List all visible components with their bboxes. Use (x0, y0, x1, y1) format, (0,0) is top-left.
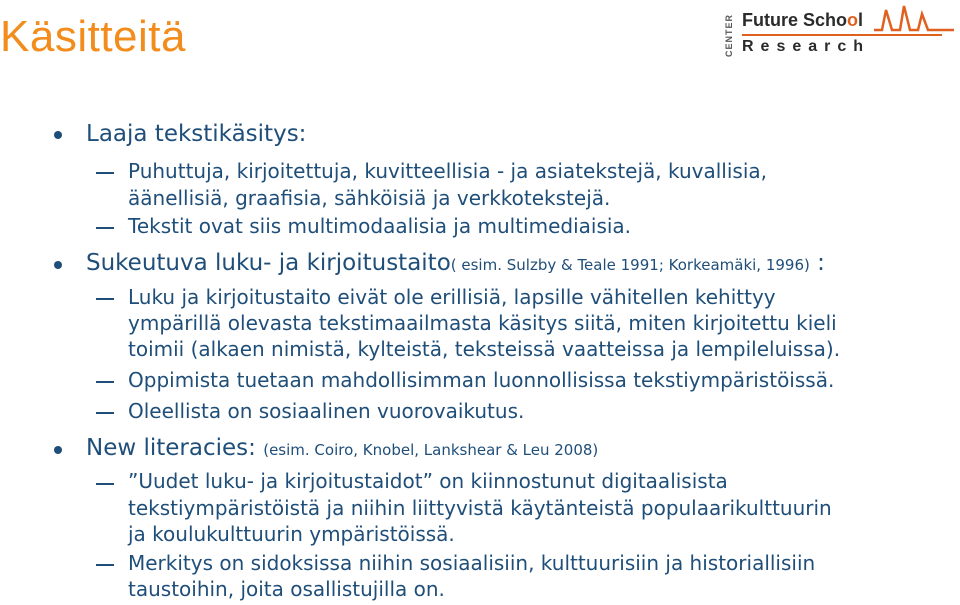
bullet-dot (54, 261, 62, 269)
bullet-dot (54, 446, 62, 454)
dash-marker (96, 227, 114, 229)
sub-item-line: Oppimista tuetaan mahdollisimman luonnollisissa tekstiympäristöissä. (128, 368, 835, 392)
dash-marker (96, 172, 114, 174)
logo-research-text: Research (742, 38, 871, 55)
bullet-item-laaja-tekstikasitys: Laaja tekstikäsitys: (86, 121, 307, 147)
sub-item-line: äänellisiä, graafisia, sähköisiä ja verkkotekstejä. (128, 186, 611, 210)
sub-item-line: Puhuttuja, kirjoitettuja, kuvitteellisia - ja asiatekstejä, kuvallisia, (128, 159, 768, 183)
dash-marker (96, 483, 114, 485)
sub-item-line: Luku ja kirjoitustaito eivät ole erillisiä, lapsille vähitellen kehittyy (128, 285, 776, 309)
logo-school-text: Future School (742, 10, 864, 30)
bullet-item-new-literacies: New literacies: (esim. Coiro, Knobel, Lankshear & Leu 2008) (86, 435, 599, 461)
sub-item-line: toimii (alkaen nimistä, kylteistä, teksteissä vaatteissa ja lempileluissa). (128, 337, 841, 361)
dash-marker (96, 298, 114, 300)
dash-marker (96, 381, 114, 383)
dash-marker (96, 412, 114, 414)
sub-item-line: ympärillä olevasta tekstimaailmasta käsitys siitä, miten kirjoitettu kieli (128, 311, 837, 335)
sub-item-line: tekstiympäristöistä ja niihin liittyvistä käytänteistä populaarikulttuurin (128, 496, 832, 520)
sub-item-line: Merkitys on sidoksissa niihin sosiaalisiin, kulttuurisiin ja historiallisiin (128, 551, 816, 575)
sub-item-line: Tekstit ovat siis multimodaalisia ja multimediaisia. (128, 214, 632, 238)
sub-item-line: taustoihin, joita osallistujilla on. (128, 577, 445, 601)
sub-item-line: ja koulukulttuurin ympäristöissä. (128, 522, 455, 546)
bullet-dot (54, 131, 62, 139)
logo-center-text: CENTER (724, 13, 734, 57)
sub-item-line: ”Uudet luku- ja kirjoitustaidot” on kiinnostunut digitaalisista (128, 469, 728, 493)
dash-marker (96, 564, 114, 566)
page-title: Käsitteitä (0, 12, 186, 61)
bullet-item-sukeutuva: Sukeutuva luku- ja kirjoitustaito( esim. Sulzby & Teale 1991; Korkeamäki, 1996) : (86, 250, 825, 276)
sub-item-line: Oleellista on sosiaalinen vuorovaikutus. (128, 399, 525, 423)
